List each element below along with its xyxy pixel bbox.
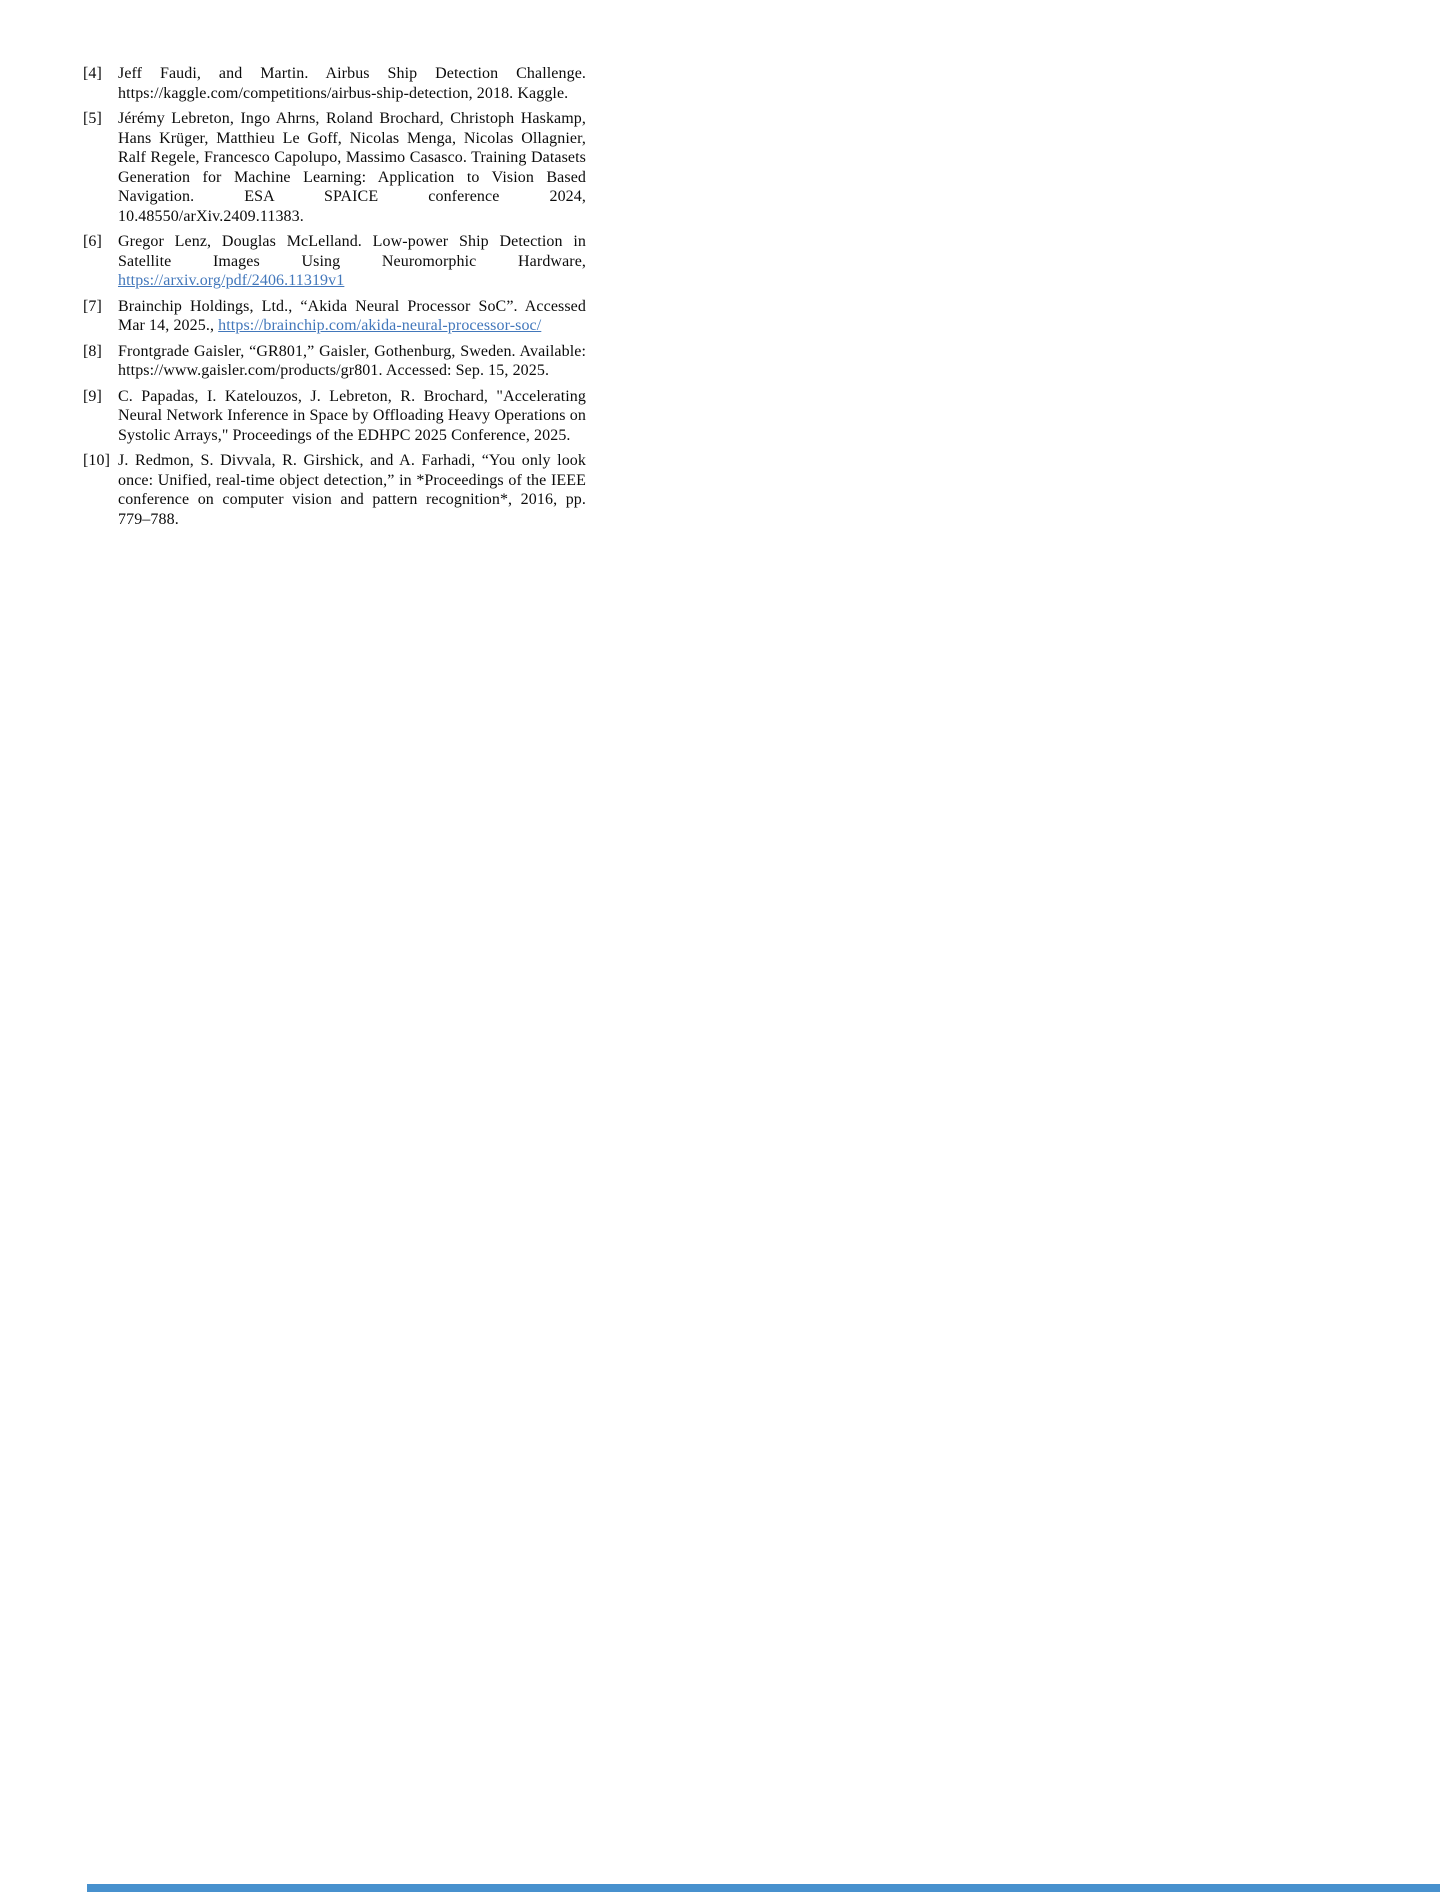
bottom-blue-bar bbox=[87, 1884, 1440, 1892]
reference-entry bbox=[83, 342, 586, 381]
reference-entry bbox=[83, 451, 586, 529]
reference-url-link[interactable]: https://arxiv.org/pdf/2406.11319v1 bbox=[118, 272, 345, 289]
reference-text-segment: Jeff Faudi, and Martin. Airbus Ship Detection Challenge. https://kaggle.com/competitions/airbus-ship-detection, 2018. Kaggle. bbox=[118, 65, 586, 102]
reference-number: [10] bbox=[83, 452, 111, 469]
reference-number: [7] bbox=[83, 297, 102, 315]
reference-number: [8] bbox=[83, 342, 102, 360]
reference-text bbox=[118, 233, 586, 289]
reference-text-segment: Gregor Lenz, Douglas McLelland. Low-power Ship Detection in Satellite Images Using Neuromorphic Hardware, bbox=[118, 233, 586, 270]
reference-text bbox=[118, 452, 586, 528]
reference-text-segment: Jérémy Lebreton, Ingo Ahrns, Roland Brochard, Christoph Haskamp, Hans Krüger, Matthieu Le Goff, Nicolas Menga, Nicolas Ollagnier, Ralf Regele, Francesco Capolupo, Massimo Casasco. Training Datasets Generation for Machine Learning: Application to Vision Based Navigation. ESA SPAICE conference 2024, 10.48550/arXiv.2409.11383. bbox=[118, 110, 586, 225]
reference-text bbox=[118, 343, 586, 380]
reference-number: [5] bbox=[83, 110, 102, 127]
reference-entry bbox=[83, 297, 586, 336]
reference-entry bbox=[83, 64, 586, 103]
reference-text bbox=[118, 298, 586, 335]
reference-number: [9] bbox=[83, 387, 102, 405]
reference-text-segment: J. Redmon, S. Divvala, R. Girshick, and A. Farhadi, “You only look once: Unified, real-time object detection,” in *Proceedings of the IEEE conference on computer vision and pattern recognition*, 2016, pp. 779–788. bbox=[118, 452, 586, 528]
reference-text-segment: Brainchip Holdings, Ltd., “Akida Neural Processor SoC”. Accessed Mar 14, 2025., bbox=[118, 297, 586, 334]
reference-text-segment: C. Papadas, I. Katelouzos, J. Lebreton, R. Brochard, "Accelerating Neural Network Inference in Space by Offloading Heavy Operations on Systolic Arrays," Proceedings of the EDHPC 2025 Conference, 2025. bbox=[118, 387, 586, 444]
reference-number: [6] bbox=[83, 233, 102, 250]
reference-url-link[interactable]: https://brainchip.com/akida-neural-processor-soc/ bbox=[218, 317, 542, 334]
reference-number: [4] bbox=[83, 65, 102, 82]
reference-text-segment: Frontgrade Gaisler, “GR801,” Gaisler, Gothenburg, Sweden. Available: https://www.gaisler.com/products/gr801. Accessed: Sep. 15, 2025. bbox=[118, 342, 586, 379]
reference-text bbox=[118, 110, 586, 225]
reference-entry bbox=[83, 387, 586, 446]
reference-entry bbox=[83, 109, 586, 226]
reference-text bbox=[118, 65, 586, 102]
references-list bbox=[83, 64, 586, 535]
reference-entry bbox=[83, 232, 586, 291]
reference-text bbox=[118, 388, 586, 444]
